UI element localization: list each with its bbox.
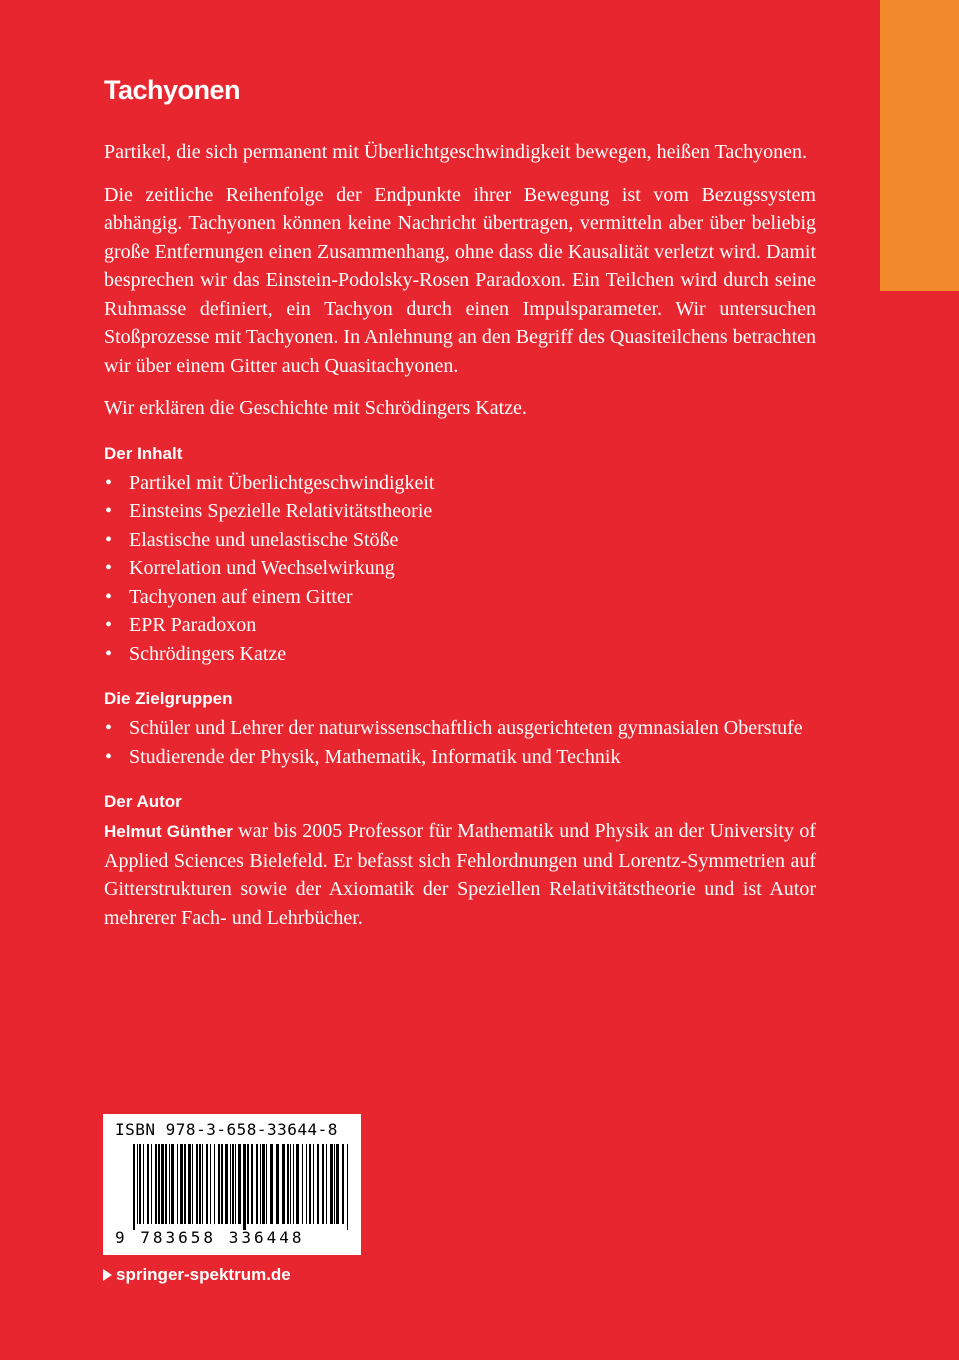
barcode-bar (214, 1144, 215, 1224)
play-arrow-icon (103, 1269, 112, 1281)
accent-tab (880, 0, 959, 291)
barcode-bar (270, 1144, 273, 1224)
barcode-bar (139, 1144, 141, 1224)
barcode-bar (251, 1144, 253, 1224)
barcode-bar (161, 1144, 164, 1224)
barcode-bar (206, 1144, 208, 1224)
bullet-icon: • (105, 745, 113, 768)
barcode-bars (133, 1144, 353, 1230)
barcode-bar (221, 1144, 223, 1224)
barcode-bar (210, 1144, 211, 1224)
barcode-bar (202, 1144, 203, 1224)
bullet-icon: • (105, 642, 113, 665)
barcode-bar (266, 1144, 267, 1224)
list-item: • Schüler und Lehrer der naturwissenschaftlich ausgerichteten gymnasialen Oberstufe (104, 714, 816, 743)
barcode-bar (290, 1144, 291, 1224)
barcode-bar (192, 1144, 193, 1224)
list-item: • Tachyonen auf einem Gitter (104, 583, 816, 612)
barcode-bar (151, 1144, 152, 1224)
katze-paragraph: Wir erklären die Geschichte mit Schrödingers Katze. (104, 397, 527, 419)
barcode-bar (347, 1144, 348, 1230)
inhalt-list (104, 469, 816, 669)
barcode-bar (322, 1144, 324, 1224)
barcode-bar (225, 1144, 228, 1224)
description-paragraph: Die zeitliche Reihenfolge der Endpunkte ihrer Bewegung ist vom Bezugssystem abhängig. Tachyonen können keine Nachricht übertragen, vermitteln aber über beliebig große Entfernungen einen Zusammenhang, ohne dass die Kausalität verletzt wird. Damit besprechen wir das Einstein-Podolsky-Rosen Paradoxon. Ein Teilchen wird durch seine Ruhmasse definiert, ein Tachyon durch einen Impulsparameter. Wir untersuchen Stoßprozesse mit Tachyonen. In Anlehnung an den Begriff des Quasiteilchens betrachten wir über einem Gitter auch Quasitachyonen. (104, 183, 816, 377)
barcode-bar (155, 1144, 157, 1224)
barcode-bar (188, 1144, 191, 1224)
inhalt-heading: Der Inhalt (104, 443, 183, 463)
barcode-bar (296, 1144, 299, 1224)
list-item: • Elastische und unelastische Stöße (104, 526, 816, 555)
book-title: Tachyonen (104, 75, 241, 105)
barcode-bar (235, 1144, 236, 1224)
bullet-icon: • (105, 500, 113, 522)
barcode-bar (238, 1144, 241, 1224)
author-bio: war bis 2005 Professor für Mathematik und Physik an der University of Applied Sciences Bielefeld. Er befasst sich Fehlordnungen und Lorentz-Symmetrien auf Gitterstrukturen sowie der Axiomatik der Speziellen Relativitätstheorie und ist Autor mehrerer Fach- und Lehrbücher. (104, 820, 816, 929)
barcode-bar (196, 1144, 198, 1224)
barcode-bar (260, 1144, 261, 1224)
barcode-bar (232, 1144, 234, 1224)
barcode-bar (147, 1144, 149, 1224)
author-paragraph (104, 817, 816, 932)
barcode-bar (326, 1144, 327, 1224)
barcode-bar (317, 1144, 319, 1224)
barcode-bar (180, 1144, 183, 1224)
back-cover-text (104, 72, 816, 932)
ean-digits: 9 783658 336448 (115, 1228, 305, 1247)
author-name: Helmut Günther (104, 822, 233, 841)
isbn-barcode (103, 1114, 361, 1255)
publisher-url: springer-spektrum.de (116, 1265, 291, 1284)
barcode-bar (143, 1144, 144, 1224)
list-item: • Einsteins Spezielle Relativitätstheorie (104, 497, 816, 526)
bullet-icon: • (105, 585, 113, 608)
bullet-icon: • (105, 557, 113, 579)
bullet-icon: • (105, 717, 113, 739)
barcode-bar (256, 1144, 258, 1224)
list-item: • Schrödingers Katze (104, 640, 816, 669)
barcode-bar (309, 1144, 311, 1224)
list-item: • Studierende der Physik, Mathematik, Informatik und Technik (104, 743, 816, 772)
bullet-icon: • (105, 614, 113, 636)
barcode-bar (171, 1144, 174, 1224)
barcode-bar (133, 1144, 135, 1230)
barcode-bar (287, 1144, 289, 1224)
barcode-bar (199, 1144, 201, 1224)
barcode-bar (330, 1144, 333, 1224)
barcode-bar (218, 1144, 220, 1224)
barcode-bar (177, 1144, 178, 1224)
barcode-bar (262, 1144, 265, 1224)
list-item: • Korrelation und Wechselwirkung (104, 554, 816, 583)
barcode-bar (293, 1144, 294, 1224)
barcode-bar (306, 1144, 307, 1224)
barcode-bar (165, 1144, 167, 1224)
barcode-bar (334, 1144, 335, 1224)
autor-heading: Der Autor (104, 792, 182, 811)
list-item: • EPR Paradoxon (104, 611, 816, 640)
barcode-bar (230, 1144, 231, 1224)
barcode-bar (184, 1144, 186, 1224)
barcode-bar (302, 1144, 303, 1224)
barcode-bar (158, 1144, 160, 1224)
barcode-bar (169, 1144, 170, 1224)
barcode-bar (336, 1144, 339, 1224)
isbn-label: ISBN 978-3-658-33644-8 (115, 1120, 338, 1139)
barcode-bar (137, 1144, 138, 1224)
barcode-bar (276, 1144, 279, 1224)
list-item: • Partikel mit Überlichtgeschwindigkeit (104, 469, 816, 498)
barcode-bar (243, 1144, 246, 1230)
barcode-bar (282, 1144, 285, 1224)
barcode-bar (247, 1144, 249, 1224)
barcode-bar (313, 1144, 314, 1224)
bullet-icon: • (105, 471, 113, 494)
bullet-icon: • (105, 528, 113, 551)
intro-paragraph: Partikel, die sich permanent mit Überlichtgeschwindigkeit bewegen, heißen Tachyonen. (104, 141, 808, 163)
zielgruppen-list (104, 714, 816, 771)
zielgruppen-heading: Die Zielgruppen (104, 689, 233, 708)
barcode-bar (342, 1144, 344, 1224)
publisher-link[interactable] (103, 1265, 291, 1285)
